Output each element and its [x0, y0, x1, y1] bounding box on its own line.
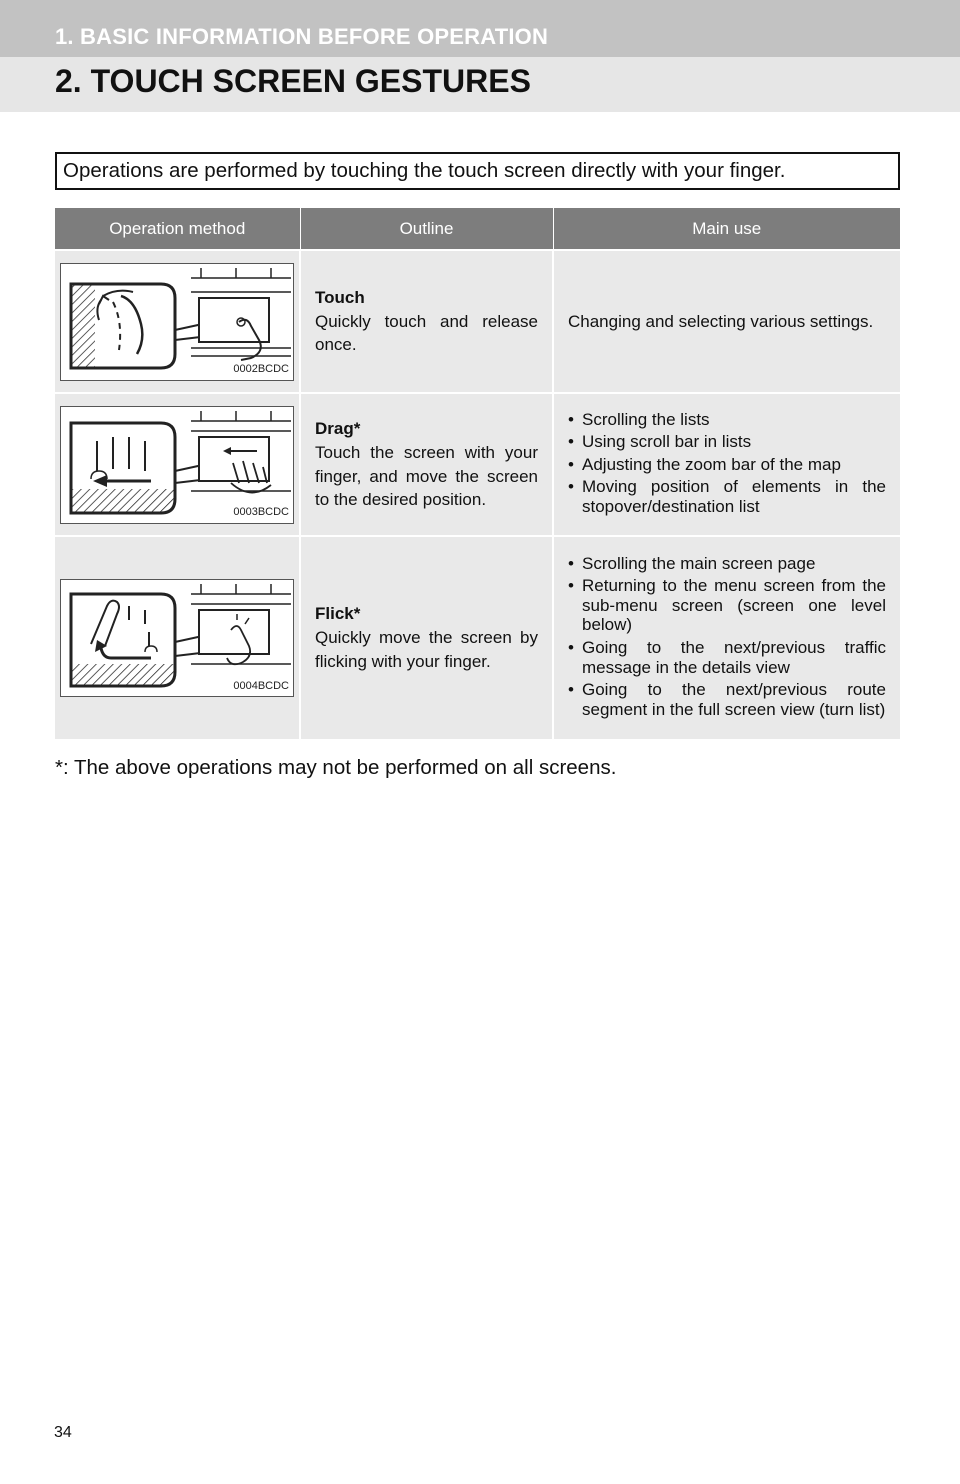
gestures-table — [55, 208, 900, 739]
outline-cell — [300, 250, 553, 393]
main-use-cell — [553, 250, 900, 393]
main-use-text: Changing and selecting various settings. — [568, 311, 874, 331]
outline-title: Flick* — [315, 604, 361, 624]
figure-cell — [55, 536, 300, 739]
figure-cell — [55, 393, 300, 536]
main-use-cell — [553, 393, 900, 536]
main-use-list — [568, 410, 886, 517]
outline-text: Touch the screen with your finger, and move the screen to the desired position. — [315, 442, 538, 510]
header-operation-method: Operation method — [55, 208, 300, 250]
outline-title: Drag* — [315, 418, 361, 438]
main-use-cell — [553, 536, 900, 739]
page-header — [0, 57, 960, 112]
section-header — [0, 0, 960, 57]
page-title: 2. TOUCH SCREEN GESTURES — [55, 63, 531, 99]
table-row — [55, 250, 900, 393]
table-row — [55, 393, 900, 536]
list-item: • Going to the next/previous route segment in the full screen view (turn list) — [568, 680, 886, 719]
figure-flick — [60, 579, 294, 697]
figure-cell — [55, 250, 300, 393]
table-row — [55, 536, 900, 739]
outline-title: Touch — [315, 287, 365, 307]
list-item: • Returning to the menu screen from the sub-menu screen (screen one level below) — [568, 576, 886, 635]
header-outline: Outline — [300, 208, 553, 250]
list-item: • Using scroll bar in lists — [568, 432, 886, 452]
figure-code: 0003BCDC — [233, 506, 289, 519]
footnote: *: The above operations may not be performed on all screens. — [55, 756, 617, 779]
outline-text: Quickly touch and release once. — [315, 311, 538, 355]
outline-cell — [300, 393, 553, 536]
outline-cell — [300, 536, 553, 739]
list-item: • Going to the next/previous traffic message in the details view — [568, 638, 886, 677]
table-header-row — [55, 208, 900, 250]
outline-text: Quickly move the screen by flicking with your finger. — [315, 628, 538, 671]
list-item: • Scrolling the main screen page — [568, 554, 886, 574]
header-main-use: Main use — [553, 208, 900, 250]
intro-text: Operations are performed by touching the touch screen directly with your finger. — [63, 159, 786, 182]
main-use-list — [568, 554, 886, 719]
figure-drag — [60, 406, 294, 524]
list-item: • Scrolling the lists — [568, 410, 886, 430]
section-title: 1. BASIC INFORMATION BEFORE OPERATION — [55, 24, 549, 49]
figure-code: 0002BCDC — [233, 363, 289, 376]
page-number: 34 — [54, 1424, 72, 1441]
figure-touch — [60, 263, 294, 381]
figure-code: 0004BCDC — [233, 679, 289, 692]
intro-box — [55, 152, 900, 190]
list-item: • Adjusting the zoom bar of the map — [568, 455, 886, 475]
list-item: • Moving position of elements in the stopover/destination list — [568, 477, 886, 516]
